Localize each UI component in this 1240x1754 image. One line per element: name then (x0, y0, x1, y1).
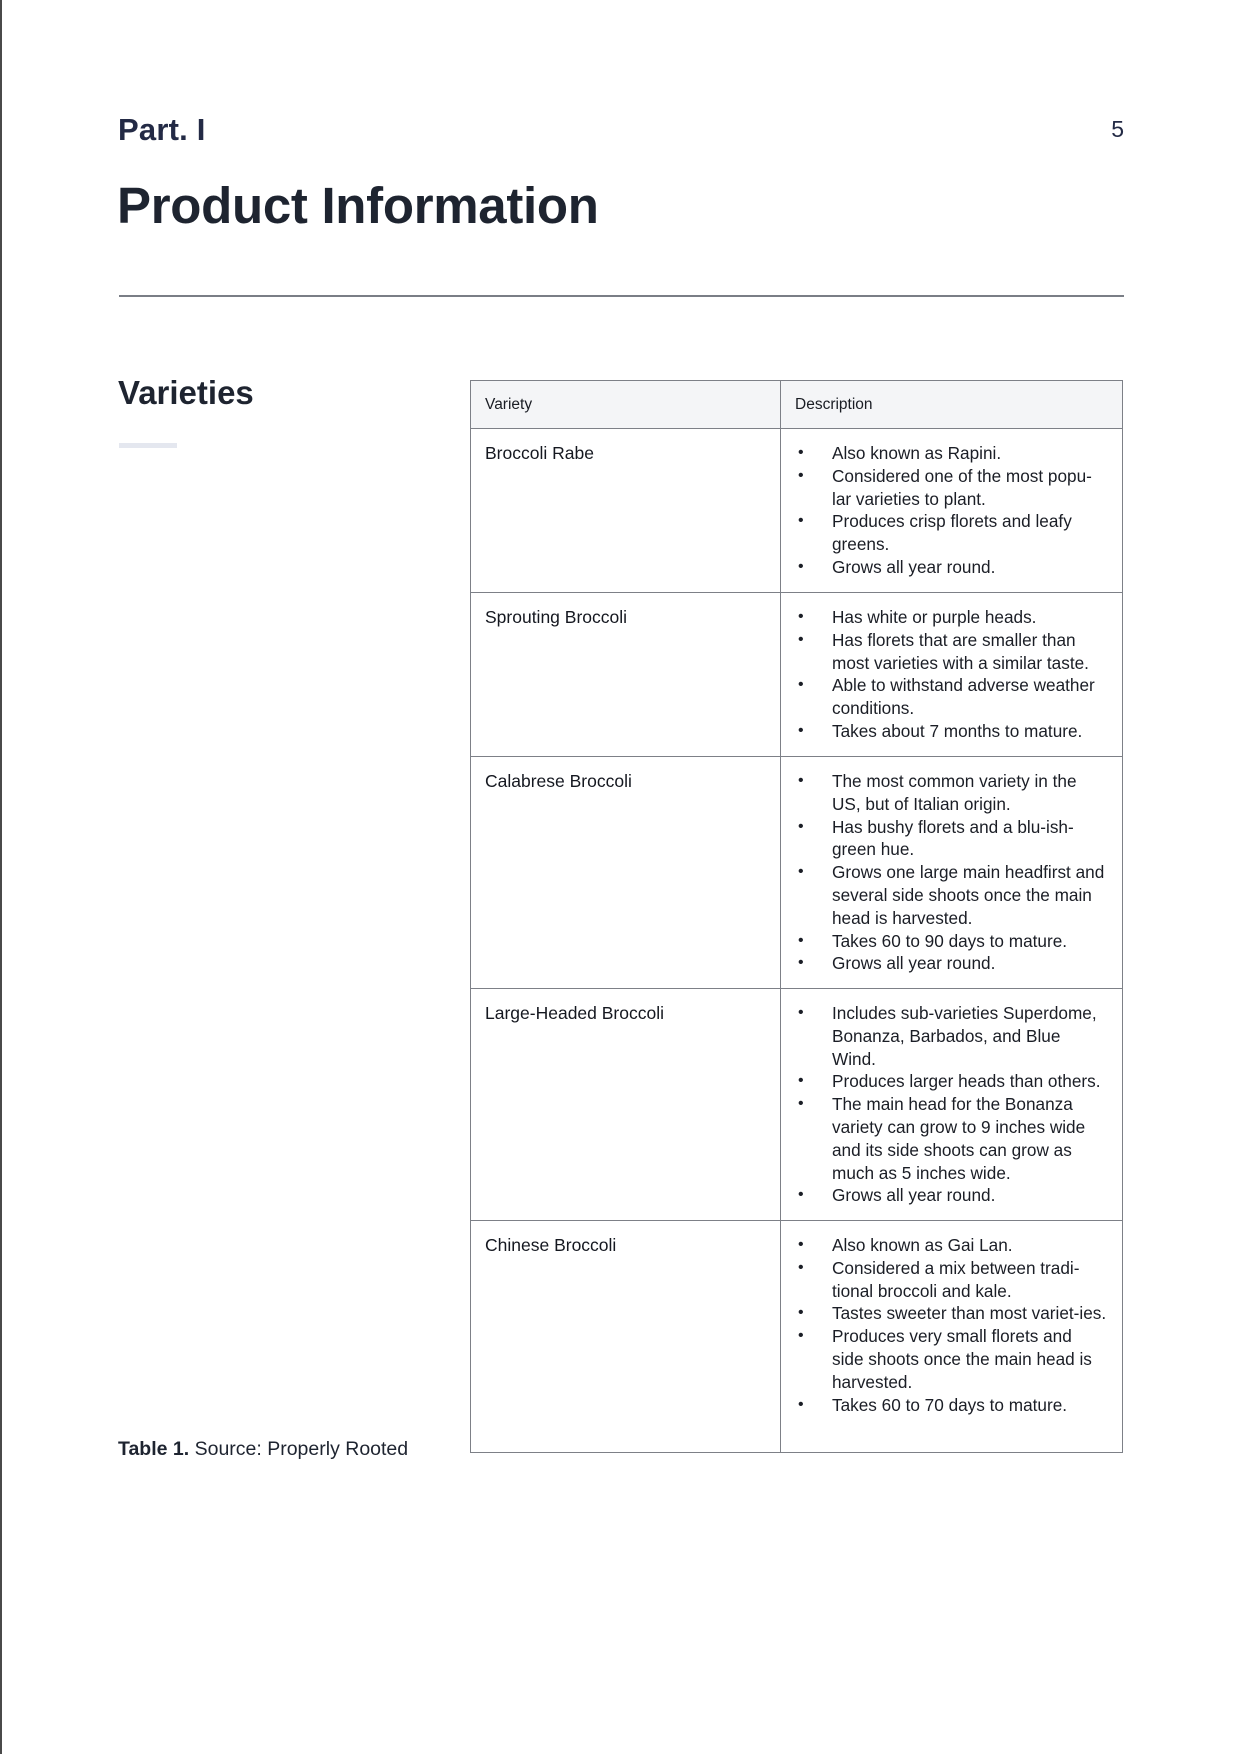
description-list (795, 606, 1108, 743)
variety-description-cell (781, 429, 1123, 593)
description-item: • Takes 60 to 70 days to mature. (795, 1394, 1108, 1417)
variety-name-cell: Broccoli Rabe (471, 429, 781, 593)
column-header-description: Description (781, 381, 1123, 429)
description-item: • Takes 60 to 90 days to mature. (795, 930, 1108, 953)
variety-description-cell (781, 989, 1123, 1221)
description-item: • The most common variety in the US, but of Italian origin. (795, 770, 1108, 816)
description-item: • Grows all year round. (795, 1184, 1108, 1207)
part-label: Part. I (118, 112, 206, 147)
description-item: • Produces crisp florets and leafy greens. (795, 510, 1108, 556)
description-item: • Tastes sweeter than most variet-ies. (795, 1302, 1108, 1325)
description-item: • Grows one large main headfirst and several side shoots once the main head is harvested. (795, 861, 1108, 929)
section-accent-bar (119, 443, 177, 448)
description-list (795, 442, 1108, 579)
description-list (795, 770, 1108, 975)
variety-description-cell (781, 593, 1123, 757)
variety-name-cell: Calabrese Broccoli (471, 757, 781, 989)
page-title: Product Information (117, 177, 599, 234)
description-item: • Considered a mix between tradi-tional broccoli and kale. (795, 1257, 1108, 1303)
description-item: • Includes sub-varieties Superdome, Bonanza, Barbados, and Blue Wind. (795, 1002, 1108, 1070)
table-row (471, 757, 1123, 989)
description-item: • Produces larger heads than others. (795, 1070, 1108, 1093)
description-list (795, 1234, 1108, 1416)
description-item: • The main head for the Bonanza variety can grow to 9 inches wide and its side shoots can grow as much as 5 inches wide. (795, 1093, 1108, 1184)
description-item: • Has florets that are smaller than most varieties with a similar taste. (795, 629, 1108, 675)
description-item: • Considered one of the most popu-lar varieties to plant. (795, 465, 1108, 511)
variety-description-cell (781, 1221, 1123, 1453)
description-list (795, 1002, 1108, 1207)
variety-name-cell: Sprouting Broccoli (471, 593, 781, 757)
table-body (471, 429, 1123, 1453)
description-item: • Has white or purple heads. (795, 606, 1108, 629)
variety-name-cell: Chinese Broccoli (471, 1221, 781, 1453)
table-row (471, 1221, 1123, 1453)
table-row (471, 593, 1123, 757)
section-title: Varieties (118, 374, 254, 411)
caption-label: Table 1. (118, 1438, 190, 1460)
description-item: • Grows all year round. (795, 952, 1108, 975)
table-header-row (471, 381, 1123, 429)
variety-name-cell: Large-Headed Broccoli (471, 989, 781, 1221)
description-item: • Takes about 7 months to mature. (795, 720, 1108, 743)
header-divider (119, 295, 1124, 297)
page-edge (0, 0, 2, 1754)
description-item: • Also known as Gai Lan. (795, 1234, 1108, 1257)
column-header-variety: Variety (471, 381, 781, 429)
variety-description-cell (781, 757, 1123, 989)
varieties-table (470, 380, 1123, 1453)
page-number: 5 (1111, 116, 1124, 142)
table-row (471, 989, 1123, 1221)
table-row (471, 429, 1123, 593)
varieties-table-wrapper (470, 380, 1122, 1453)
description-item: • Grows all year round. (795, 556, 1108, 579)
table-caption (118, 1438, 408, 1461)
caption-text: Source: Properly Rooted (189, 1438, 409, 1460)
description-item: • Has bushy florets and a blu-ish-green hue. (795, 816, 1108, 862)
description-item: • Produces very small florets and side shoots once the main head is harvested. (795, 1325, 1108, 1393)
description-item: • Able to withstand adverse weather conditions. (795, 674, 1108, 720)
description-item: • Also known as Rapini. (795, 442, 1108, 465)
